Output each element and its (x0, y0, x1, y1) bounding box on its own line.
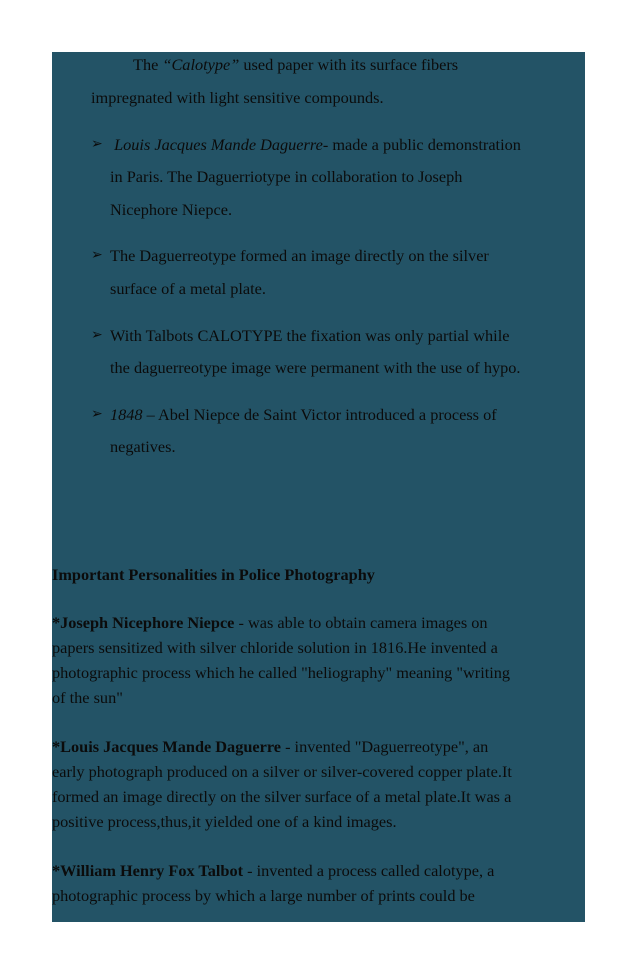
entry-3-line-1 (52, 861, 494, 881)
intro-line-1 (133, 55, 458, 75)
entry-1-name: *Joseph Nicephore Niepce (52, 613, 235, 632)
entry-1-line-1 (52, 613, 488, 633)
entry-2-name: *Louis Jacques Mande Daguerre (52, 737, 281, 756)
bullet-1-line-3: Nicephore Niepce. (110, 200, 233, 219)
section-heading-text: Important Personalities in Police Photography (52, 565, 375, 584)
bullet-3-line-1: With Talbots CALOTYPE the fixation was only partial while (110, 326, 510, 345)
daguerre-name: Louis Jacques Mande Daguerre- (114, 135, 329, 154)
calotype-term: “Calotype” (162, 55, 240, 74)
year-1848: 1848 (110, 405, 143, 424)
entry-1-line-3: photographic process which he called "heliography" meaning "writing (52, 663, 511, 682)
section-heading (52, 565, 375, 585)
bullet-1-line-2: in Paris. The Daguerriotype in collaboration to Joseph (110, 167, 463, 186)
bullet-1-line-1-rest: made a public demonstration (328, 135, 521, 154)
entry-3-line-2: photographic process by which a large number of prints could be (52, 886, 475, 905)
bullet-4-line-2: negatives. (110, 437, 176, 456)
bullet-2-line-1: The Daguerreotype formed an image directly on the silver (110, 246, 489, 265)
entry-2-line-1-rest: - invented "Daguerreotype", an (281, 737, 489, 756)
intro-line-1-rest: used paper with its surface fibers (239, 55, 459, 74)
intro-line-2: impregnated with light sensitive compounds. (91, 88, 384, 107)
bullet-2-line-2: surface of a metal plate. (110, 279, 266, 298)
entry-2-line-4: positive process,thus,it yielded one of a kind images. (52, 812, 397, 831)
bullet-arrow-icon: ➢ (91, 137, 103, 152)
entry-1-line-2: papers sensitized with silver chloride solution in 1816.He invented a (52, 638, 498, 657)
entry-1-line-4: of the sun" (52, 688, 123, 707)
entry-2-line-2: early photograph produced on a silver or silver-covered copper plate.It (52, 762, 512, 781)
bullet-3-line-2: the daguerreotype image were permanent with the use of hypo. (110, 358, 521, 377)
bullet-1-line-1 (110, 135, 521, 155)
bullet-arrow-icon: ➢ (91, 407, 103, 422)
entry-3-name: *William Henry Fox Talbot (52, 861, 244, 880)
bullet-4-line-1-rest: – Abel Niepce de Saint Victor introduced a process of (142, 405, 497, 424)
entry-2-line-3: formed an image directly on the silver surface of a metal plate.It was a (52, 787, 512, 806)
bullet-arrow-icon: ➢ (91, 328, 103, 343)
entry-1-line-1-rest: - was able to obtain camera images on (234, 613, 488, 632)
intro-prefix: The (133, 55, 163, 74)
entry-2-line-1 (52, 737, 488, 757)
bullet-arrow-icon: ➢ (91, 248, 103, 263)
entry-3-line-1-rest: - invented a process called calotype, a (243, 861, 495, 880)
bullet-4-line-1 (110, 405, 497, 425)
